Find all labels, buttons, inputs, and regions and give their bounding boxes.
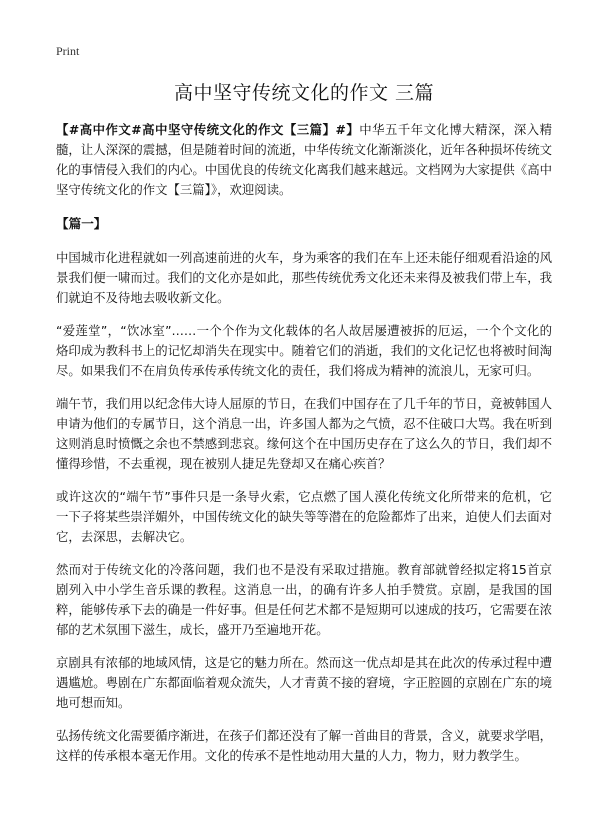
article-body: [56, 120, 552, 779]
body-paragraph-6: 京剧具有浓郁的地域风情，这是它的魅力所在。然而这一优点却是其在此次的传承过程中遭遇尴尬。粤剧在广东都面临着观众流失，人才青黄不接的窘境，字正腔圆的京剧在广东的境地可想而知。: [56, 655, 552, 710]
body-paragraph-4: 或许这次的“端午节”事件只是一条导火索，它点燃了国人漠化传统文化所带来的危机，它一下子将某些崇洋媚外，中国传统文化的缺失等等潜在的危险都炸了出来，迫使人们去面对它，去深思，去解决它。: [56, 489, 552, 544]
intro-paragraph: [56, 120, 552, 200]
body-paragraph-1: 中国城市化进程就如一列高速前进的火车，身为乘客的我们在车上还未能仔细观看沿途的风景我们便一啸而过。我们的文化亦是如此，那些传统优秀文化还未来得及被我们带上车，我们就迫不及待地去吸收新文化。: [56, 250, 552, 305]
intro-text: 中华五千年文化博大精深，深入精髓，让人深深的震撼，但是随着时间的流逝，中华传统文化渐渐淡化，近年各种损坏传统文化的事情侵入我们的内心。中国优良的传统文化离我们越来越远。文档网为大家提供《高中坚守传统文化的作文【三篇】》，欢迎阅读。: [56, 122, 552, 197]
article-title: 高中坚守传统文化的作文 三篇: [173, 82, 435, 104]
body-paragraph-5: 然而对于传统文化的冷落问题，我们也不是没有采取过措施。教育部就曾经拟定将15首京剧列入中小学生音乐课的教程。这消息一出，的确有许多人拍手赞赏。京剧，是我国的国粹，能够传承下去的确是一件好事。但是任何艺术都不是短期可以速成的技巧，它需要在浓郁的艺术氛围下滋生，成长，盛开乃至遍地开花。: [56, 562, 552, 637]
body-paragraph-3: 端午节，我们用以纪念伟大诗人屈原的节日，在我们中国存在了几千年的节日，竟被韩国人申请为他们的专属节日，这个消息一出，许多国人都为之气愤，忍不住破口大骂。我在听到这则消息时愤慨之余也不禁感到悲哀。缘何这个在中国历史存在了这么久的节日，我们却不懂得珍惜，不去重视，现在被别人捷足先登却又在痛心疾首？: [56, 396, 552, 471]
section-heading: 【篇一】: [56, 216, 107, 231]
body-paragraph-2: “爱莲堂”，“饮冰室”……一个个作为文化载体的名人故居屡遭被拆的厄运，一个个文化的烙印成为教科书上的记忆却消失在现实中。随着它们的消逝，我们的文化记忆也将被时间淘尽。如果我们不在肩负传承传承传统文化的责任，我们将成为精神的流浪儿，无家可归。: [56, 323, 552, 378]
print-link[interactable]: Print: [56, 44, 80, 58]
body-paragraph-7: 弘扬传统文化需要循序渐进，在孩子们都还没有了解一首曲目的背景，含义，就要求学唱，这样的传承根本毫无作用。文化的传承不是性地动用大量的人力，物力，财力教学生。: [56, 728, 552, 763]
intro-tag: 【#高中作文#高中坚守传统文化的作文【三篇】#】: [56, 122, 360, 137]
